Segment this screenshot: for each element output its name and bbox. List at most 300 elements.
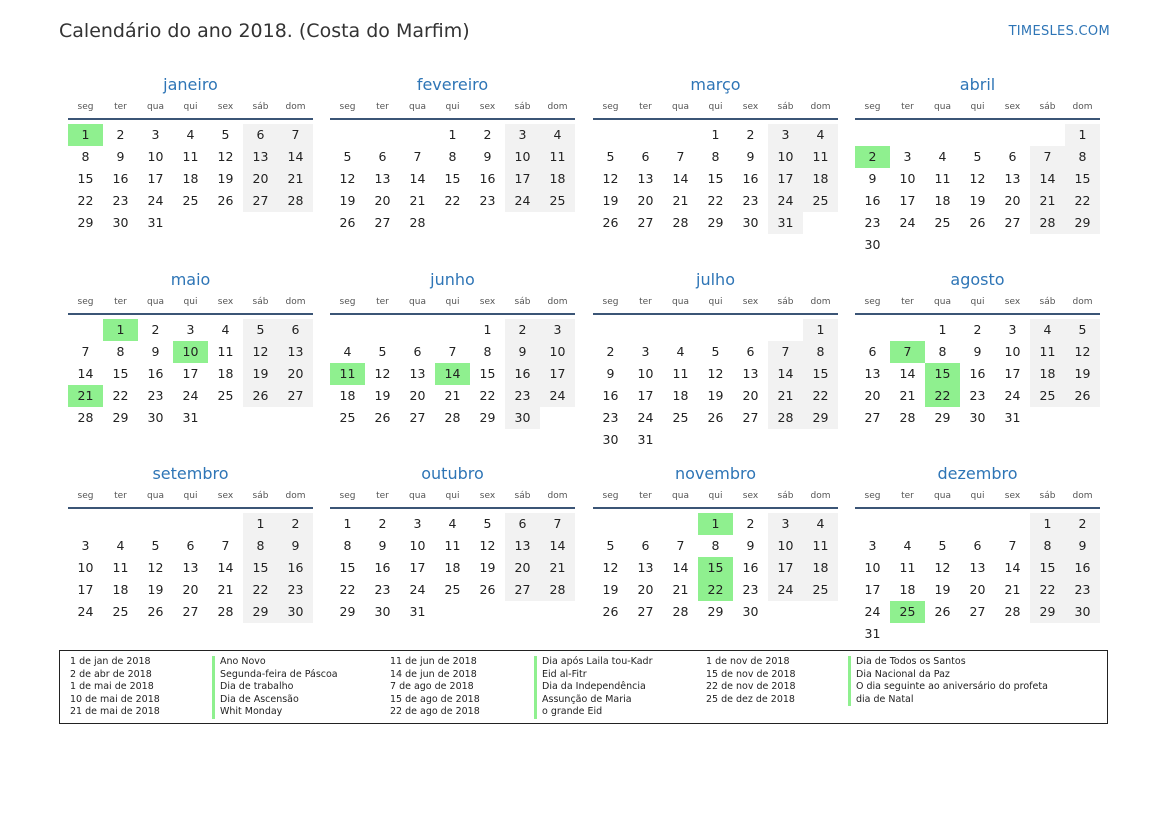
day-cell: 23 — [742, 193, 759, 208]
weekday-label: sáb — [1039, 297, 1056, 307]
month-divider — [68, 507, 313, 509]
month-name: maio — [170, 270, 211, 289]
month-name: novembro — [675, 464, 756, 483]
legend-holiday-name: Whit Monday — [212, 706, 338, 719]
day-cell: 28 — [540, 579, 575, 601]
legend-dates-3 — [706, 656, 796, 706]
day-cell: 15 — [479, 366, 496, 381]
day-cell: 15 — [707, 171, 724, 186]
weekday-label: dom — [1072, 102, 1093, 112]
day-cell: 5 — [1065, 319, 1100, 341]
day-cell: 26 — [147, 604, 164, 619]
day-cell: 31 — [1004, 410, 1021, 425]
weekday-label: ter — [901, 102, 914, 112]
day-cell: 31 — [864, 626, 881, 641]
weekday-label: sex — [217, 297, 234, 307]
legend-date: 7 de ago de 2018 — [390, 681, 474, 693]
weekday-label: qua — [409, 297, 426, 307]
day-cell: 2 — [378, 516, 387, 531]
day-cell: 23 — [505, 385, 540, 407]
day-cell: 27 — [409, 410, 426, 425]
day-cell: 7 — [676, 149, 685, 164]
day-cell: 8 — [448, 149, 457, 164]
weekday-label: qui — [708, 102, 723, 112]
day-cell: 28 — [409, 215, 426, 230]
day-cell: 24 — [147, 193, 164, 208]
weekday-label: dom — [1072, 491, 1093, 501]
holiday-day-cell: 10 — [173, 341, 208, 363]
weekday-label: sex — [479, 491, 496, 501]
day-cell: 12 — [1065, 341, 1100, 363]
day-cell: 19 — [934, 582, 951, 597]
day-cell: 23 — [1065, 579, 1100, 601]
day-cell: 18 — [1030, 363, 1065, 385]
day-cell: 25 — [672, 410, 689, 425]
day-cell: 16 — [112, 171, 129, 186]
day-cell: 12 — [602, 560, 619, 575]
day-cell: 15 — [803, 363, 838, 385]
legend-holiday-name: dia de Natal — [848, 694, 1048, 707]
weekday-label: sáb — [252, 491, 269, 501]
day-cell: 1 — [1065, 124, 1100, 146]
legend-date: 2 de abr de 2018 — [70, 668, 152, 680]
day-cell: 28 — [1030, 212, 1065, 234]
day-cell: 19 — [339, 193, 356, 208]
month-divider — [855, 507, 1100, 509]
day-cell: 30 — [969, 410, 986, 425]
weekday-label: qui — [970, 491, 985, 501]
day-cell: 22 — [112, 388, 129, 403]
legend-holiday-name: Dia após Laila tou-Kadr — [534, 656, 652, 669]
weekday-label: ter — [376, 297, 389, 307]
day-cell: 11 — [1030, 341, 1065, 363]
day-cell: 13 — [637, 171, 654, 186]
day-cell: 21 — [444, 388, 461, 403]
day-cell: 22 — [707, 193, 724, 208]
weekday-label: qui — [970, 297, 985, 307]
day-cell: 13 — [637, 560, 654, 575]
day-cell: 8 — [1065, 146, 1100, 168]
day-cell: 11 — [672, 366, 689, 381]
legend-holiday-name: Segunda-feira de Páscoa — [212, 669, 338, 682]
day-cell: 6 — [868, 344, 877, 359]
day-cell: 3 — [413, 516, 422, 531]
weekday-label: dom — [285, 297, 306, 307]
day-cell: 9 — [606, 366, 615, 381]
weekday-label: seg — [339, 491, 356, 501]
day-cell: 5 — [606, 149, 615, 164]
day-cell: 5 — [606, 538, 615, 553]
day-cell: 15 — [339, 560, 356, 575]
day-cell: 30 — [742, 604, 759, 619]
legend-date: 25 de dez de 2018 — [706, 693, 795, 705]
day-cell: 10 — [77, 560, 94, 575]
day-cell: 17 — [1004, 366, 1021, 381]
day-cell: 15 — [1030, 557, 1065, 579]
day-cell: 24 — [505, 190, 540, 212]
holiday-day-cell: 15 — [698, 557, 733, 579]
day-cell: 26 — [374, 410, 391, 425]
day-cell: 2 — [606, 344, 615, 359]
day-cell: 29 — [339, 604, 356, 619]
day-cell: 29 — [1065, 212, 1100, 234]
weekday-label: sex — [217, 491, 234, 501]
legend-date: 1 de mai de 2018 — [70, 681, 154, 693]
day-cell: 30 — [864, 237, 881, 252]
weekday-label: ter — [376, 102, 389, 112]
day-cell: 8 — [938, 344, 947, 359]
day-cell: 25 — [540, 190, 575, 212]
day-cell: 6 — [746, 344, 755, 359]
day-cell: 4 — [1030, 319, 1065, 341]
legend-date: 15 de nov de 2018 — [706, 668, 796, 680]
day-cell: 9 — [973, 344, 982, 359]
day-cell: 11 — [182, 149, 199, 164]
day-cell: 6 — [278, 319, 313, 341]
day-cell: 19 — [243, 363, 278, 385]
day-cell: 27 — [637, 215, 654, 230]
day-cell: 16 — [505, 363, 540, 385]
day-cell: 22 — [479, 388, 496, 403]
weekday-label: qua — [672, 102, 689, 112]
day-cell: 1 — [938, 322, 947, 337]
day-cell: 17 — [182, 366, 199, 381]
legend-holiday-name: Dia de trabalho — [212, 681, 338, 694]
day-cell: 17 — [409, 560, 426, 575]
weekday-label: qui — [183, 297, 198, 307]
day-cell: 8 — [803, 341, 838, 363]
day-cell: 21 — [409, 193, 426, 208]
weekday-label: qui — [445, 297, 460, 307]
weekday-label: sáb — [777, 297, 794, 307]
day-cell: 2 — [116, 127, 125, 142]
day-cell: 20 — [637, 193, 654, 208]
day-cell: 21 — [540, 557, 575, 579]
weekday-label: seg — [339, 102, 356, 112]
day-cell: 20 — [374, 193, 391, 208]
day-cell: 20 — [969, 582, 986, 597]
day-cell: 4 — [903, 538, 912, 553]
day-cell: 3 — [768, 513, 803, 535]
weekday-label: qui — [183, 102, 198, 112]
day-cell: 26 — [707, 410, 724, 425]
day-cell: 4 — [803, 513, 838, 535]
day-cell: 8 — [711, 149, 720, 164]
holiday-day-cell: 11 — [330, 363, 365, 385]
day-cell: 19 — [147, 582, 164, 597]
weekday-label: sáb — [252, 297, 269, 307]
day-cell: 1 — [1030, 513, 1065, 535]
day-cell: 23 — [112, 193, 129, 208]
holiday-day-cell: 22 — [925, 385, 960, 407]
day-cell: 11 — [112, 560, 129, 575]
day-cell: 1 — [343, 516, 352, 531]
weekday-label: sex — [742, 297, 759, 307]
day-cell: 22 — [339, 582, 356, 597]
day-cell: 13 — [505, 535, 540, 557]
day-cell: 10 — [540, 341, 575, 363]
day-cell: 11 — [899, 560, 916, 575]
day-cell: 10 — [899, 171, 916, 186]
weekday-label: qua — [147, 102, 164, 112]
weekday-label: sáb — [1039, 491, 1056, 501]
day-cell: 14 — [768, 363, 803, 385]
day-cell: 28 — [77, 410, 94, 425]
day-cell: 24 — [1004, 388, 1021, 403]
day-cell: 9 — [505, 341, 540, 363]
day-cell: 12 — [934, 560, 951, 575]
weekday-label: qua — [409, 102, 426, 112]
weekday-label: seg — [77, 102, 94, 112]
day-cell: 30 — [1065, 601, 1100, 623]
weekday-label: sex — [479, 102, 496, 112]
day-cell: 16 — [742, 560, 759, 575]
day-cell: 19 — [374, 388, 391, 403]
day-cell: 27 — [182, 604, 199, 619]
day-cell: 5 — [151, 538, 160, 553]
weekday-label: qua — [934, 102, 951, 112]
weekday-label: qui — [445, 102, 460, 112]
day-cell: 10 — [768, 146, 803, 168]
day-cell: 6 — [1008, 149, 1017, 164]
weekday-label: sáb — [777, 491, 794, 501]
day-cell: 12 — [374, 366, 391, 381]
day-cell: 11 — [934, 171, 951, 186]
day-cell: 30 — [278, 601, 313, 623]
day-cell: 13 — [182, 560, 199, 575]
day-cell: 27 — [243, 190, 278, 212]
day-cell: 31 — [409, 604, 426, 619]
legend-date: 1 de nov de 2018 — [706, 656, 790, 667]
day-cell: 17 — [505, 168, 540, 190]
day-cell: 11 — [803, 535, 838, 557]
day-cell: 9 — [378, 538, 387, 553]
day-cell: 16 — [1065, 557, 1100, 579]
day-cell: 27 — [1004, 215, 1021, 230]
day-cell: 12 — [339, 171, 356, 186]
day-cell: 20 — [243, 168, 278, 190]
day-cell: 3 — [641, 344, 650, 359]
page-title: Calendário do ano 2018. (Costa do Marfim) — [59, 20, 470, 42]
day-cell: 4 — [448, 516, 457, 531]
weekday-label: seg — [602, 491, 619, 501]
day-cell: 24 — [182, 388, 199, 403]
day-cell: 7 — [221, 538, 230, 553]
day-cell: 7 — [768, 341, 803, 363]
day-cell: 16 — [864, 193, 881, 208]
day-cell: 24 — [768, 579, 803, 601]
day-cell: 27 — [969, 604, 986, 619]
legend-date: 15 de ago de 2018 — [390, 693, 480, 705]
day-cell: 10 — [768, 535, 803, 557]
day-cell: 25 — [803, 579, 838, 601]
day-cell: 22 — [77, 193, 94, 208]
day-cell: 21 — [899, 388, 916, 403]
day-cell: 22 — [1065, 190, 1100, 212]
day-cell: 9 — [746, 538, 755, 553]
day-cell: 10 — [864, 560, 881, 575]
day-cell: 25 — [1030, 385, 1065, 407]
day-cell: 7 — [81, 344, 90, 359]
day-cell: 5 — [243, 319, 278, 341]
weekday-label: qua — [672, 491, 689, 501]
day-cell: 13 — [409, 366, 426, 381]
day-cell: 16 — [479, 171, 496, 186]
holiday-day-cell: 1 — [68, 124, 103, 146]
day-cell: 29 — [479, 410, 496, 425]
legend-holiday-name: Dia Nacional da Paz — [848, 669, 1048, 682]
day-cell: 14 — [77, 366, 94, 381]
day-cell: 6 — [243, 124, 278, 146]
day-cell: 4 — [221, 322, 230, 337]
day-cell: 20 — [505, 557, 540, 579]
day-cell: 30 — [112, 215, 129, 230]
day-cell: 5 — [938, 538, 947, 553]
weekday-label: dom — [547, 297, 568, 307]
day-cell: 20 — [637, 582, 654, 597]
day-cell: 19 — [602, 582, 619, 597]
day-cell: 10 — [409, 538, 426, 553]
day-cell: 13 — [864, 366, 881, 381]
month-divider — [855, 313, 1100, 315]
day-cell: 3 — [768, 124, 803, 146]
weekday-label: qui — [183, 491, 198, 501]
day-cell: 18 — [803, 557, 838, 579]
day-cell: 7 — [540, 513, 575, 535]
day-cell: 2 — [278, 513, 313, 535]
day-cell: 24 — [899, 215, 916, 230]
day-cell: 14 — [217, 560, 234, 575]
day-cell: 16 — [602, 388, 619, 403]
day-cell: 19 — [479, 560, 496, 575]
day-cell: 31 — [147, 215, 164, 230]
weekday-label: sex — [217, 102, 234, 112]
weekday-label: sex — [1004, 297, 1021, 307]
day-cell: 9 — [746, 149, 755, 164]
day-cell: 18 — [934, 193, 951, 208]
weekday-label: sex — [1004, 491, 1021, 501]
weekday-label: sex — [479, 297, 496, 307]
month-name: fevereiro — [416, 75, 489, 94]
weekday-label: ter — [639, 102, 652, 112]
day-cell: 1 — [483, 322, 492, 337]
day-cell: 25 — [182, 193, 199, 208]
day-cell: 18 — [112, 582, 129, 597]
weekday-label: qua — [147, 297, 164, 307]
day-cell: 28 — [444, 410, 461, 425]
day-cell: 18 — [672, 388, 689, 403]
day-cell: 16 — [278, 557, 313, 579]
month-name: janeiro — [163, 75, 218, 94]
day-cell: 24 — [637, 410, 654, 425]
day-cell: 23 — [479, 193, 496, 208]
day-cell: 6 — [505, 513, 540, 535]
holiday-day-cell: 7 — [890, 341, 925, 363]
day-cell: 9 — [151, 344, 160, 359]
day-cell: 20 — [278, 363, 313, 385]
day-cell: 14 — [540, 535, 575, 557]
month-divider — [330, 313, 575, 315]
day-cell: 12 — [147, 560, 164, 575]
day-cell: 14 — [1030, 168, 1065, 190]
day-cell: 9 — [868, 171, 877, 186]
day-cell: 4 — [343, 344, 352, 359]
day-cell: 23 — [602, 410, 619, 425]
day-cell: 6 — [413, 344, 422, 359]
weekday-label: ter — [901, 491, 914, 501]
day-cell: 23 — [969, 388, 986, 403]
day-cell: 11 — [444, 538, 461, 553]
day-cell: 3 — [540, 319, 575, 341]
weekday-label: qua — [147, 491, 164, 501]
day-cell: 3 — [1008, 322, 1017, 337]
day-cell: 19 — [217, 171, 234, 186]
day-cell: 11 — [217, 344, 234, 359]
weekday-label: ter — [114, 491, 127, 501]
day-cell: 30 — [374, 604, 391, 619]
day-cell: 24 — [768, 190, 803, 212]
day-cell: 13 — [969, 560, 986, 575]
day-cell: 29 — [77, 215, 94, 230]
day-cell: 29 — [707, 215, 724, 230]
day-cell: 12 — [969, 171, 986, 186]
day-cell: 24 — [409, 582, 426, 597]
day-cell: 8 — [116, 344, 125, 359]
day-cell: 14 — [1004, 560, 1021, 575]
day-cell: 3 — [903, 149, 912, 164]
day-cell: 9 — [1065, 535, 1100, 557]
weekday-label: qua — [672, 297, 689, 307]
day-cell: 17 — [637, 388, 654, 403]
day-cell: 13 — [742, 366, 759, 381]
legend-holiday-name: Assunção de Maria — [534, 694, 652, 707]
day-cell: 4 — [938, 149, 947, 164]
day-cell: 3 — [868, 538, 877, 553]
month-name: julho — [696, 270, 735, 289]
legend-names-2 — [534, 656, 652, 719]
holiday-day-cell: 14 — [435, 363, 470, 385]
day-cell: 17 — [768, 557, 803, 579]
legend-holiday-name: Dia de Todos os Santos — [848, 656, 1048, 669]
day-cell: 2 — [1065, 513, 1100, 535]
day-cell: 4 — [676, 344, 685, 359]
weekday-label: dom — [285, 491, 306, 501]
weekday-label: dom — [547, 491, 568, 501]
day-cell: 3 — [505, 124, 540, 146]
day-cell: 3 — [81, 538, 90, 553]
day-cell: 24 — [77, 604, 94, 619]
day-cell: 10 — [505, 146, 540, 168]
day-cell: 6 — [641, 538, 650, 553]
day-cell: 3 — [151, 127, 160, 142]
month-divider — [593, 313, 838, 315]
holiday-day-cell: 22 — [698, 579, 733, 601]
weekday-label: ter — [639, 297, 652, 307]
brand-link[interactable]: TIMESLES.COM — [1008, 24, 1110, 39]
day-cell: 6 — [973, 538, 982, 553]
day-cell: 9 — [278, 535, 313, 557]
day-cell: 1 — [448, 127, 457, 142]
legend-holiday-name: Eid al-Fitr — [534, 669, 652, 682]
day-cell: 16 — [147, 366, 164, 381]
legend-date: 22 de nov de 2018 — [706, 681, 796, 693]
weekday-label: sex — [742, 491, 759, 501]
day-cell: 31 — [768, 212, 803, 234]
day-cell: 28 — [672, 604, 689, 619]
weekday-label: dom — [1072, 297, 1093, 307]
day-cell: 30 — [505, 407, 540, 429]
day-cell: 12 — [479, 538, 496, 553]
